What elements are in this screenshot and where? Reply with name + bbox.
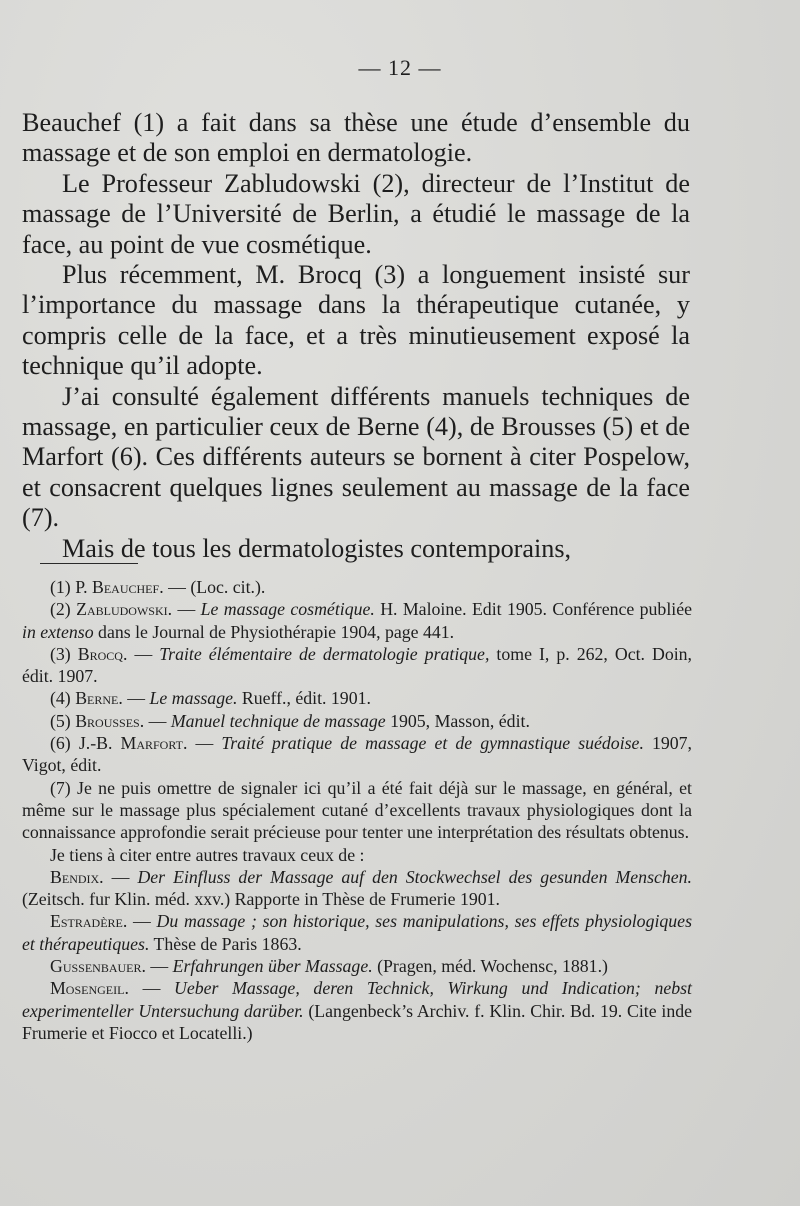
reference-estradere: Estradère. — Du massage ; son historique, ses manipulations, ses effets physiologiques et thérapeutiques. Thèse de Paris 1863. [22,911,692,954]
footnotes [22,576,692,1044]
footnote-6: (6) J.-B. Marfort. — Traité pratique de massage et de gymnastique suédoise. 1907, Vigot, édit. [22,733,692,776]
paragraph: J’ai consulté également différents manuels techniques de massage, en particulier ceux de Berne (4), de Brousses (5) et de Marfort (6). Ces différents auteurs se bornent à citer Pospelow, et consacrent quelques lignes seulement au massage de la face (7). [22,381,690,533]
footnote-1: (1) P. Beauchef. — (Loc. cit.). [50,577,266,597]
footnote-2: (2) Zabludowski. — Le massage cosmétique. H. Maloine. Edit 1905. Conférence publiée in extenso dans le Journal de Physiothérapie 1904, page 441. [22,599,692,642]
page-number: — 12 — [358,55,442,80]
footnote-4: (4) Berne. — Le massage. Rueff., édit. 1901. [50,688,371,709]
reference-bendix: Bendix. — Der Einfluss der Massage auf den Stockwechsel des gesunden Menschen. (Zeitsch. fur Klin. méd. xxv.) Rapporte in Thèse de Frumerie 1901. [22,866,692,910]
reference-mosengeil: Mosengeil. — Ueber Massage, deren Technick, Wirkung und Indication; nebst experimenteller Untersuchung darüber. (Langenbeck’s Archiv. f. Klin. Chir. Bd. 19. Cite inde Frumerie et Fiocco et Locatelli.) [22,978,693,1043]
footnote-divider [40,563,138,564]
body-text [22,108,690,564]
footnote-3: (3) Brocq. — Traite élémentaire de dermatologie pratique, tome I, p. 262, Oct. Doin, édit. 1907. [22,643,692,687]
paragraph: Mais de tous les dermatologistes contemporains, [62,533,572,563]
footnote-intro: Je tiens à citer entre autres travaux ceux de : [50,844,365,865]
paragraph: Le Professeur Zabludowski (2), directeur de l’Institut de massage de l’Université de Berlin, a étudié le massage de la face, au point de vue cosmétique. [22,168,690,259]
paragraph: Plus récemment, M. Brocq (3) a longuement insisté sur l’importance du massage dans la thérapeutique cutanée, y compris celle de la face, et a très minutieusement exposé la technique qu’il adopte. [22,260,690,381]
footnote-5: (5) Brousses. — Manuel technique de massage 1905, Masson, édit. [50,710,530,731]
footnote-7: (7) Je ne puis omettre de signaler ici qu’il a été fait déjà sur le massage, en général, et même sur le massage plus spécialement cutané d’excellents travaux physiologiques dont la connaissance approfondie serait précieuse pour tenter une interprétation des résultats obtenus. [22,777,692,843]
reference-gussenbauer: Gussenbauer. — Erfahrungen über Massage. (Pragen, méd. Wochensc, 1881.) [50,956,608,977]
paragraph: Beauchef (1) a fait dans sa thèse une étude d’ensemble du massage et de son emploi en dermatologie. [22,108,690,168]
